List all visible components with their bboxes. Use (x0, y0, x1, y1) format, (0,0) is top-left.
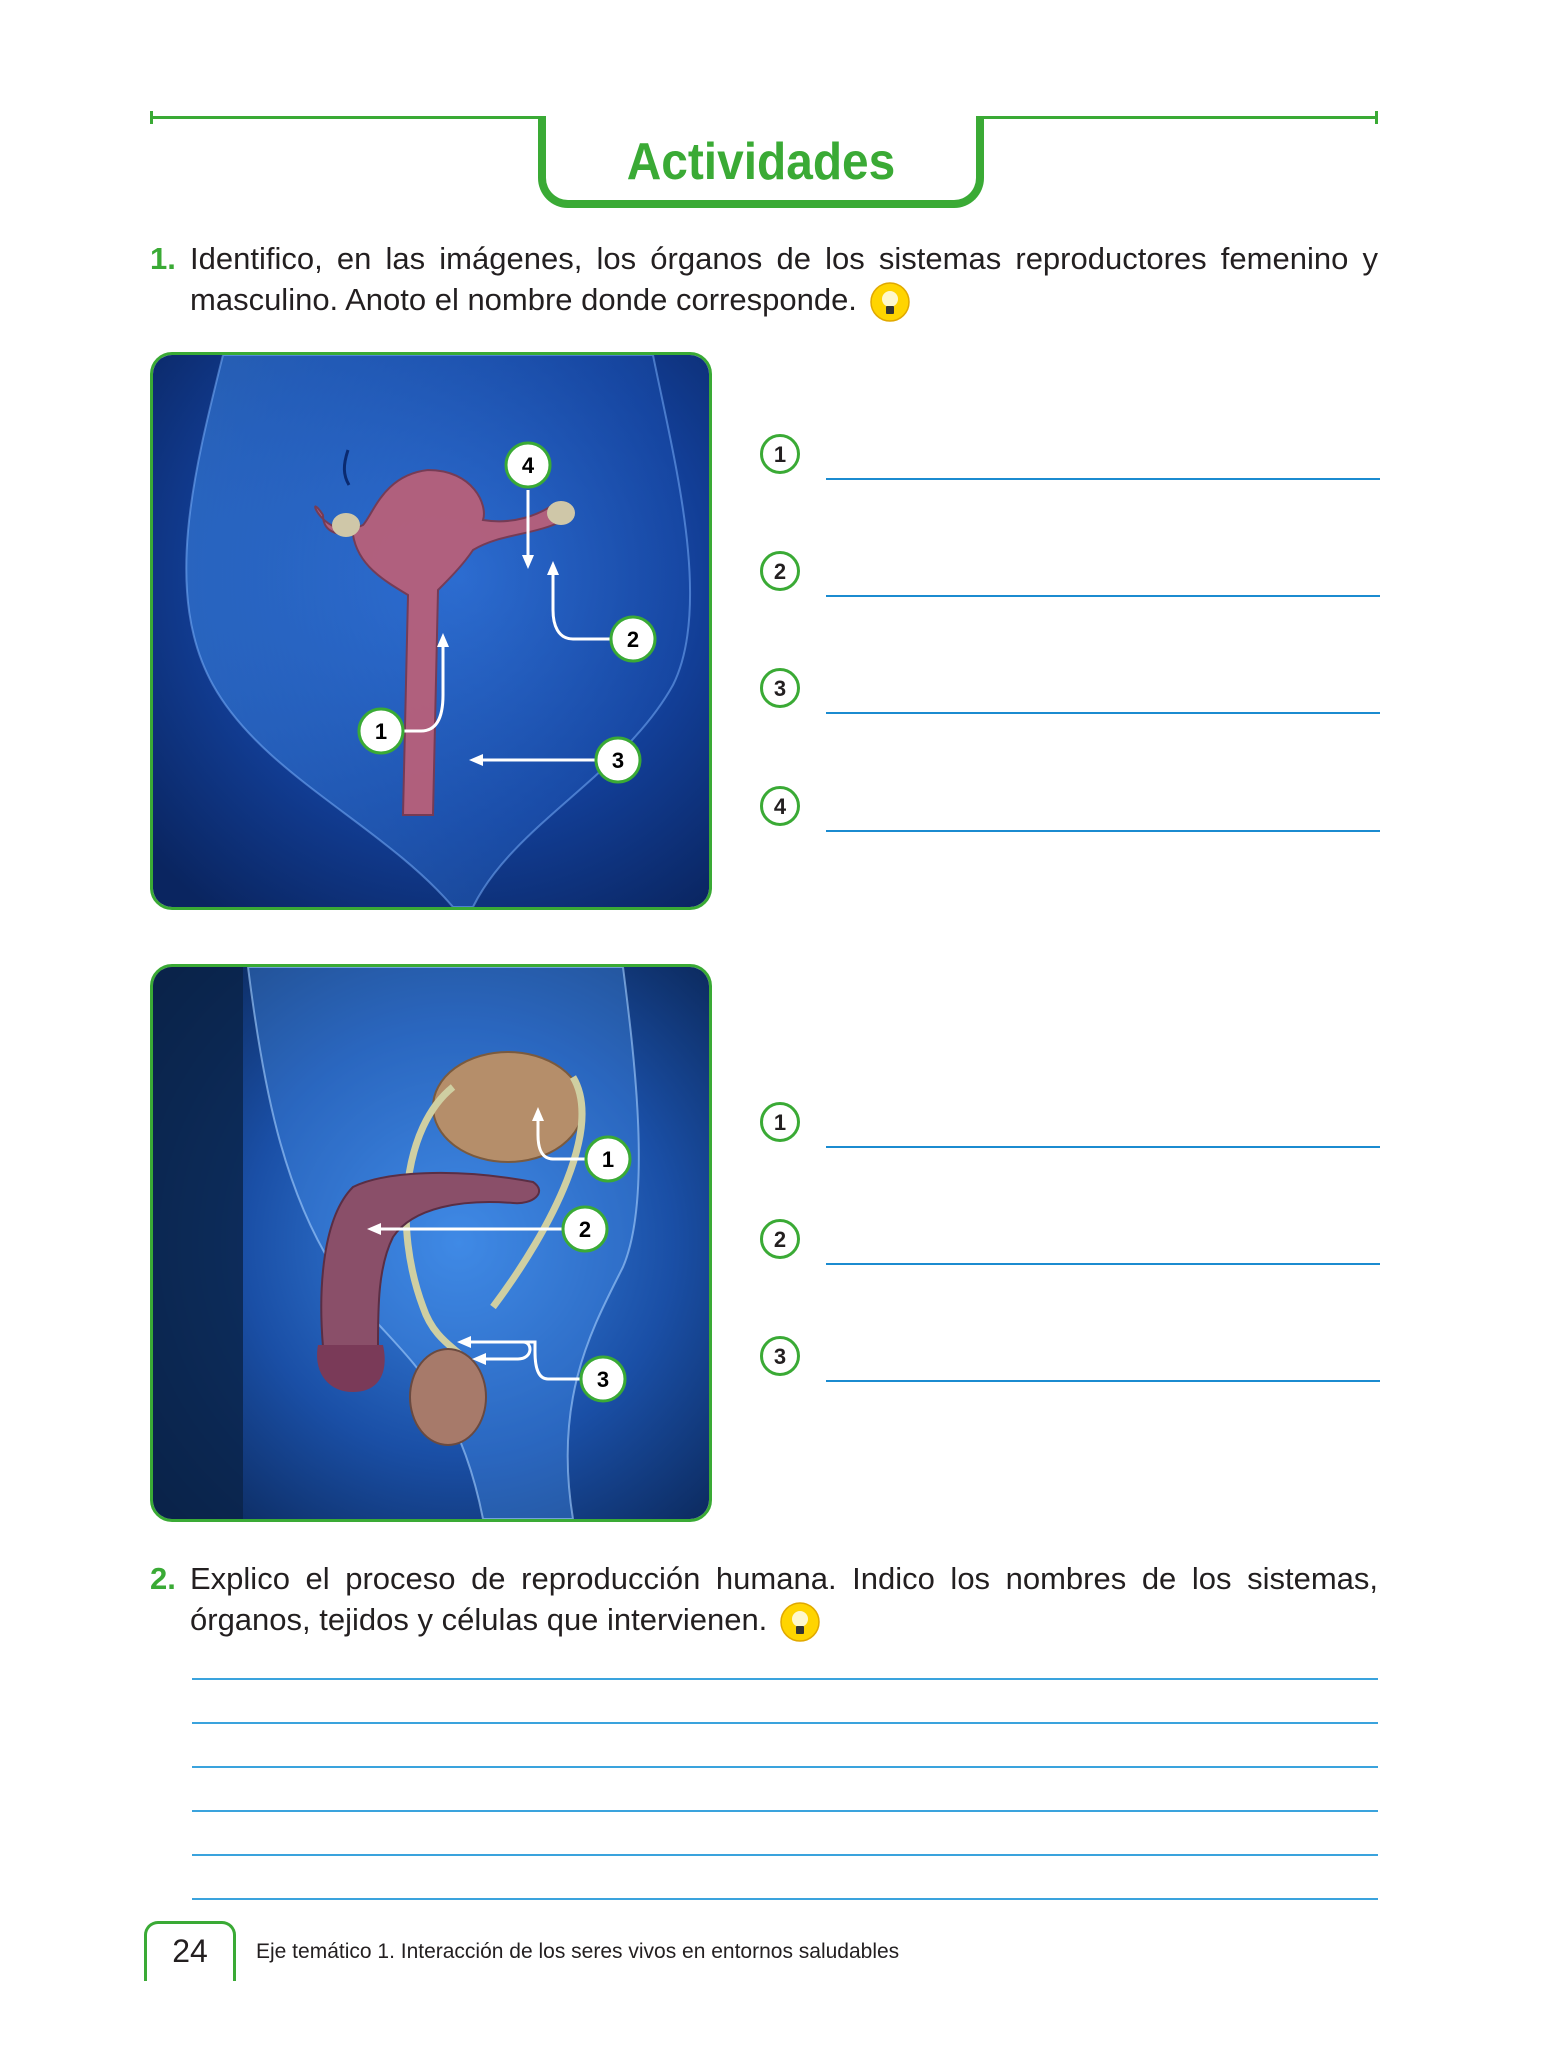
writing-line[interactable] (192, 1766, 1378, 1768)
male-answer-row-1 (760, 1102, 1380, 1150)
answer-line[interactable] (826, 478, 1380, 480)
answer-line[interactable] (826, 1263, 1380, 1265)
male-answer-row-2 (760, 1219, 1380, 1267)
female-reproductive-figure (150, 352, 712, 910)
female-answer-row-4 (760, 786, 1380, 834)
svg-text:2: 2 (626, 627, 640, 652)
lightbulb-icon (870, 282, 910, 322)
svg-text:4: 4 (521, 453, 535, 478)
writing-line[interactable] (192, 1722, 1378, 1724)
male-marker-1 (586, 1137, 630, 1181)
answer-line[interactable] (826, 712, 1380, 714)
writing-line[interactable] (192, 1678, 1378, 1680)
answer-number: 2 (760, 551, 800, 591)
question-2 (150, 1558, 1378, 1642)
answer-number: 3 (760, 1336, 800, 1376)
svg-text:1: 1 (374, 719, 388, 744)
svg-text:3: 3 (596, 1367, 610, 1392)
answer-number: 2 (760, 1219, 800, 1259)
answer-line[interactable] (826, 595, 1380, 597)
answer-line[interactable] (826, 1146, 1380, 1148)
answer-number: 4 (760, 786, 800, 826)
male-anatomy-illustration (153, 967, 709, 1519)
female-anatomy-illustration (153, 355, 709, 907)
female-answer-row-2 (760, 551, 1380, 599)
female-answer-row-3 (760, 668, 1380, 716)
male-answer-row-3 (760, 1336, 1380, 1384)
svg-text:3: 3 (611, 748, 625, 773)
answer-number: 1 (760, 1102, 800, 1142)
question-1-text: Identifico, en las imágenes, los órganos de los sistemas reproductores femenino y masculino. Anoto el nombre donde corresponde. (190, 241, 1378, 317)
male-reproductive-figure (150, 964, 712, 1522)
male-marker-2 (563, 1207, 607, 1251)
svg-text:2: 2 (578, 1217, 592, 1242)
footer-text: Eje temático 1. Interacción de los seres vivos en entornos saludables (256, 1940, 900, 1963)
male-marker-3 (581, 1357, 625, 1401)
answer-number: 1 (760, 434, 800, 474)
page-number-box (144, 1921, 236, 1981)
female-marker-1 (359, 709, 403, 753)
answer-line[interactable] (826, 830, 1380, 832)
section-title: Actividades (626, 133, 896, 191)
lightbulb-icon (780, 1602, 820, 1642)
female-answer-row-1 (760, 434, 1380, 482)
female-marker-2 (611, 617, 655, 661)
writing-line[interactable] (192, 1854, 1378, 1856)
svg-text:1: 1 (601, 1147, 615, 1172)
writing-line[interactable] (192, 1898, 1378, 1900)
writing-line[interactable] (192, 1810, 1378, 1812)
question-2-number: 2. (150, 1561, 176, 1596)
answer-line[interactable] (826, 1380, 1380, 1382)
answer-number: 3 (760, 668, 800, 708)
page-number: 24 (172, 1933, 208, 1969)
question-1-number: 1. (150, 241, 176, 276)
question-2-text: Explico el proceso de reproducción humana. Indico los nombres de los sistemas, órganos, tejidos y células que intervienen. (190, 1561, 1378, 1637)
female-marker-4 (506, 443, 550, 487)
female-marker-3 (596, 738, 640, 782)
section-title-tab (538, 116, 984, 208)
question-1 (150, 238, 1378, 322)
